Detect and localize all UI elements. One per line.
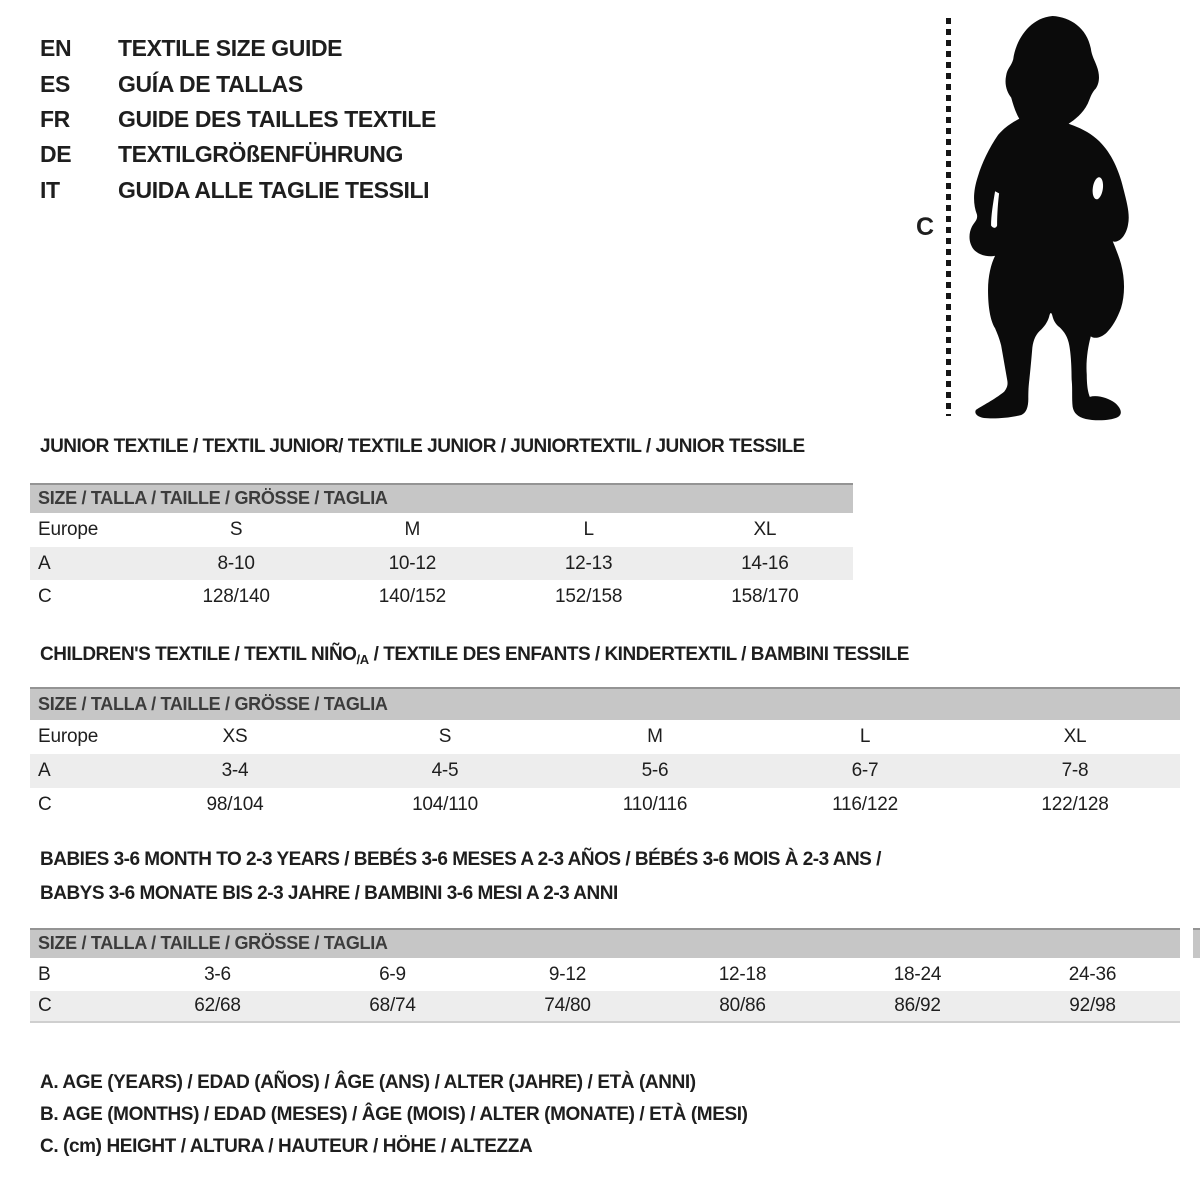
babies-section-title-line2: BABYS 3-6 MONATE BIS 2-3 JAHRE / BAMBINI 3-6 MESI A 2-3 ANNI: [40, 883, 618, 904]
col-header: M: [647, 726, 663, 747]
lang-code: DE: [40, 141, 72, 168]
lang-code: EN: [40, 35, 72, 62]
value-cell: 6-9: [379, 963, 406, 985]
babies-size-header-bar: SIZE / TALLA / TAILLE / GRÖSSE / TAGLIA: [30, 928, 1180, 958]
value-cell: 98/104: [206, 794, 264, 815]
junior-size-header-bar: SIZE / TALLA / TAILLE / GRÖSSE / TAGLIA: [30, 483, 853, 513]
col-header: L: [583, 519, 594, 540]
babies-row-b: [30, 958, 1180, 991]
value-cell: 110/116: [622, 794, 688, 815]
children-title-subscript: /A: [356, 652, 369, 667]
value-cell: 9-12: [548, 963, 587, 985]
value-cell: 7-8: [1061, 760, 1089, 781]
region-label: Europe: [38, 726, 99, 747]
value-cell: 104/110: [412, 794, 478, 815]
value-cell: 152/158: [554, 585, 623, 607]
col-header: XL: [753, 519, 777, 540]
value-cell: 3-6: [204, 963, 231, 985]
junior-size-table: [30, 483, 853, 613]
row-label: C: [38, 794, 52, 815]
row-label: C: [38, 995, 52, 1016]
row-label: A: [38, 552, 51, 574]
children-row-c: [30, 788, 1180, 822]
babies-section-title-line1: BABIES 3-6 MONTH TO 2-3 YEARS / BEBÉS 3-6 MESES A 2-3 AÑOS / BÉBÉS 3-6 MOIS À 2-3 ANS /: [40, 849, 881, 870]
value-cell: 5-6: [641, 760, 669, 781]
value-cell: 68/74: [369, 995, 416, 1016]
value-cell: 24-36: [1068, 963, 1117, 985]
value-cell: 8-10: [217, 552, 255, 574]
children-title-suffix: / TEXTILE DES ENFANTS / KINDERTEXTIL / BAMBINI TESSILE: [368, 644, 909, 665]
value-cell: 12-18: [718, 963, 767, 985]
babies-size-table: [30, 928, 1180, 1023]
value-cell: 6-7: [851, 760, 879, 781]
measurement-legend: [40, 1072, 748, 1158]
col-header: S: [229, 519, 243, 540]
children-size-table: [30, 687, 1180, 822]
value-cell: 80/86: [719, 995, 766, 1016]
lang-title: GUIDA ALLE TAGLIE TESSILI: [118, 176, 430, 203]
lang-row-de: [40, 137, 436, 172]
value-cell: 128/140: [202, 585, 270, 607]
lang-row-es: [40, 66, 436, 101]
value-cell: 158/170: [731, 585, 799, 607]
children-section-title: [40, 644, 909, 667]
value-cell: 62/68: [194, 995, 241, 1016]
lang-row-it: [40, 173, 436, 208]
legend-line-c: C. (cm) HEIGHT / ALTURA / HAUTEUR / HÖHE / ALTEZZA: [40, 1136, 533, 1157]
col-header: L: [859, 726, 871, 747]
row-label: B: [38, 963, 51, 985]
value-cell: 14-16: [741, 552, 789, 574]
col-header: XS: [222, 726, 248, 747]
junior-row-c: [30, 580, 853, 613]
legend-line-b: B. AGE (MONTHS) / EDAD (MESES) / ÂGE (MOIS) / ALTER (MONATE) / ETÀ (MESI): [40, 1104, 748, 1125]
lang-title: GUIDE DES TAILLES TEXTILE: [118, 105, 436, 132]
babies-row-c: [30, 991, 1180, 1023]
value-cell: 74/80: [544, 995, 591, 1016]
lang-row-fr: [40, 102, 436, 137]
lang-title: TEXTILE SIZE GUIDE: [118, 35, 343, 62]
lang-title: GUÍA DE TALLAS: [118, 70, 303, 97]
lang-code: IT: [40, 176, 60, 203]
children-size-header-bar: SIZE / TALLA / TAILLE / GRÖSSE / TAGLIA: [30, 687, 1180, 720]
col-header: XL: [1063, 726, 1087, 747]
value-cell: 122/128: [1041, 794, 1109, 815]
row-label: C: [38, 585, 52, 607]
value-cell: 86/92: [894, 995, 941, 1016]
value-cell: 140/152: [378, 585, 447, 607]
col-header: S: [438, 726, 452, 747]
toddler-silhouette-icon: [962, 14, 1142, 422]
language-title-list: [40, 31, 436, 208]
lang-title: TEXTILGRÖßENFÜHRUNG: [118, 141, 403, 168]
junior-header-row: [30, 513, 853, 547]
junior-section-title: JUNIOR TEXTILE / TEXTIL JUNIOR/ TEXTILE JUNIOR / JUNIORTEXTIL / JUNIOR TESSILE: [40, 436, 805, 457]
value-cell: 4-5: [431, 760, 459, 781]
lang-row-en: [40, 31, 436, 66]
lang-code: FR: [40, 105, 70, 132]
children-row-a: [30, 754, 1180, 788]
value-cell: 18-24: [893, 963, 942, 985]
cropped-bar-fragment: [1193, 928, 1200, 958]
row-label: A: [38, 760, 51, 781]
measure-c-label: C: [916, 213, 934, 241]
children-title-prefix: CHILDREN'S TEXTILE / TEXTIL NIÑO: [40, 644, 357, 665]
value-cell: 116/122: [832, 794, 898, 815]
value-cell: 92/98: [1069, 995, 1116, 1016]
region-label: Europe: [38, 519, 99, 540]
value-cell: 10-12: [388, 552, 437, 574]
col-header: M: [404, 519, 421, 540]
height-dashed-line: [946, 18, 951, 416]
value-cell: 12-13: [564, 552, 613, 574]
legend-line-a: A. AGE (YEARS) / EDAD (AÑOS) / ÂGE (ANS) / ALTER (JAHRE) / ETÀ (ANNI): [40, 1072, 696, 1093]
lang-code: ES: [40, 70, 70, 97]
value-cell: 3-4: [221, 760, 249, 781]
junior-row-a: [30, 547, 853, 580]
children-header-row: [30, 720, 1180, 754]
